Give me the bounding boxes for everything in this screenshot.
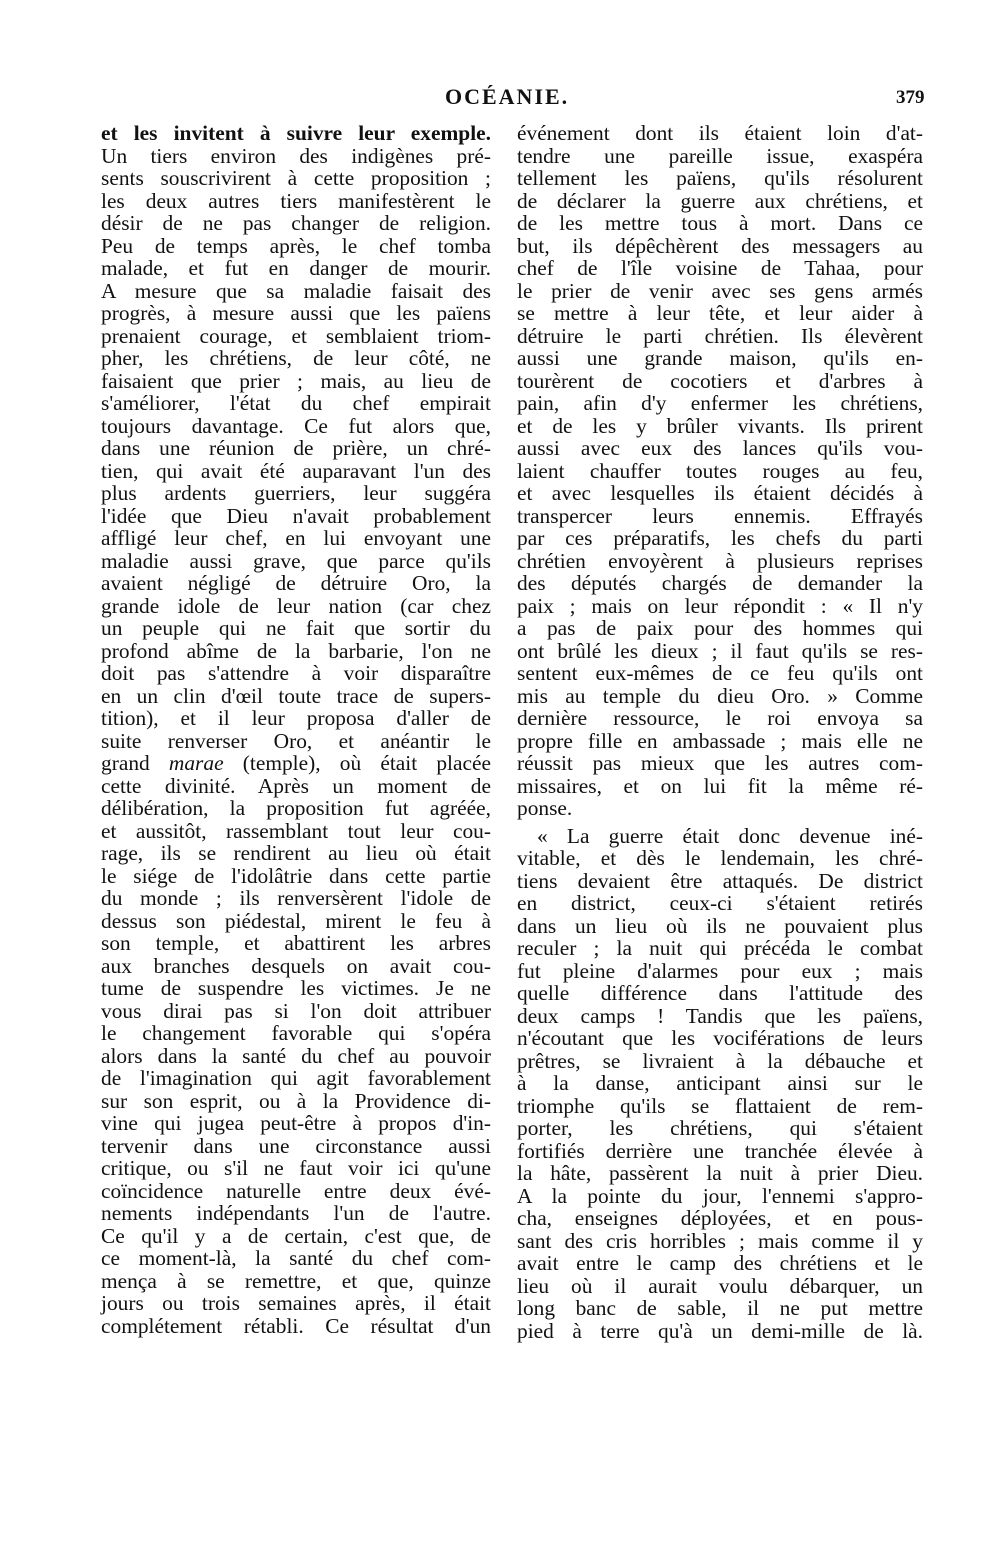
text-line: ont brûlé les dieux ; il faut qu'ils se res- (517, 638, 923, 663)
text-line: réussit pas mieux que les autres com- (517, 751, 923, 775)
text-line: coïncidence naturelle entre deux évé- (101, 1178, 491, 1203)
text-line: dernière ressource, le roi envoya sa (517, 706, 923, 730)
text-line: le prier de venir avec ses gens armés (517, 278, 923, 303)
text-line: paix ; mais on leur répondit : « Il n'y (517, 593, 923, 618)
text-line: triomphe qu'ils se flattaient de rem- (517, 1093, 923, 1118)
text-line: grande idole de leur nation (car chez (101, 593, 491, 618)
text-line: missaires, et on lui fit la même ré- (517, 773, 923, 798)
text-line: tition), et il leur proposa d'aller de (101, 706, 491, 730)
text-line: cha, enseignes déployées, et en pous- (517, 1206, 923, 1230)
text-line: tellement les païens, qu'ils résolurent (517, 166, 923, 190)
text-line: Un tiers environ des indigènes pré- (101, 143, 491, 168)
text-line: en district, ceux-ci s'étaient retirés (517, 891, 923, 915)
text-line: de déclarer la guerre aux chrétiens, et (517, 188, 923, 213)
paragraph (517, 825, 923, 1343)
text-line: affligé leur chef, en lui envoyant une (101, 526, 491, 550)
text-line: prêtres, se livraient à la débauche et (517, 1048, 923, 1073)
text-line: long banc de sable, il ne put mettre (517, 1296, 923, 1320)
text-line: chef de l'île voisine de Tahaa, pour (517, 256, 923, 280)
text-line: plus ardents guerriers, leur suggéra (101, 481, 491, 505)
text-line: transpercer leurs ennemis. Effrayés (517, 503, 923, 528)
text-line: en un clin d'œil toute trace de supers- (101, 683, 491, 708)
text-line: ponse. (517, 796, 573, 820)
text-line: se mettre à leur tête, et leur aider à (517, 301, 923, 325)
text-line: tendre une pareille issue, exaspéra (517, 143, 923, 168)
text-line: deux camps ! Tandis que les païens, (517, 1003, 923, 1028)
text-line: reculer ; la nuit qui précéda le combat (517, 936, 923, 960)
text-line: tiens devaient être attaqués. De district (517, 868, 923, 893)
text-line: ce moment-là, la santé du chef com- (101, 1246, 491, 1270)
text-line: et les invitent à suivre leur exemple. (101, 121, 491, 145)
text-line: à la danse, anticipant ainsi sur le (517, 1071, 923, 1095)
text-line: vitable, et dès le lendemain, les chré- (517, 846, 923, 870)
text-line: l'idée que Dieu n'avait probablement (101, 503, 491, 528)
text-line-marae (101, 752, 491, 775)
text-line: mença à se remettre, et que, quinze (101, 1268, 491, 1293)
text-line: dessus son piédestal, mirent le feu à (101, 908, 491, 933)
text-line: détruire le parti chrétien. Ils élevèrent (517, 323, 923, 348)
text-line: maladie aussi grave, que parce qu'ils (101, 548, 491, 573)
text-line: avaient négligé de détruire Oro, la (101, 571, 491, 595)
right-column (517, 122, 923, 1342)
text-line: la hâte, passèrent la nuit à prier Dieu. (517, 1161, 923, 1185)
text-line: pher, les chrétiens, de leur côté, ne (101, 346, 491, 370)
text-line: profond abîme de la barbarie, l'on ne (101, 638, 491, 663)
text-line: événement dont ils étaient loin d'at- (517, 121, 923, 145)
text-line: lieu où il aurait voulu débarquer, un (517, 1273, 923, 1298)
text-line: chrétien envoyèrent à plusieurs reprises (517, 548, 923, 573)
running-head (0, 84, 1000, 114)
text-line: tume de suspendre les victimes. Je ne (101, 976, 491, 1000)
text-line: sents souscrivirent à cette proposition ; (101, 166, 491, 190)
text-line: nements indépendants l'un de l'autre. (101, 1201, 491, 1225)
text-line: faisaient que prier ; mais, au lieu de (101, 368, 491, 393)
text-line: et de les y brûler vivants. Ils prirent (517, 413, 923, 438)
text-line: de l'imagination qui agit favorablement (101, 1066, 491, 1090)
text-line: critique, ou s'il ne faut voir ici qu'une (101, 1156, 491, 1180)
text-line: cette divinité. Après un moment de (101, 773, 491, 798)
text-line: suite renverser Oro, et anéantir le (101, 728, 491, 753)
italic-term-marae: marae (168, 751, 224, 775)
text-line: alors dans la santé du chef au pouvoir (101, 1043, 491, 1068)
text-line: dans un lieu où ils ne pouvaient plus (517, 913, 923, 938)
running-title: OCÉANIE. (445, 84, 570, 109)
text-line: tien, qui avait été auparavant l'un des (101, 458, 491, 483)
text-line: un peuple qui ne fait que sortir du (101, 616, 491, 640)
text-line: tervenir dans une circonstance aussi (101, 1133, 491, 1158)
text-line: et avec lesquelles ils étaient décidés à (517, 481, 923, 505)
text-line: de les mettre tous à mort. Dans ce (517, 211, 923, 235)
text-line: aux branches desquels on avait cou- (101, 953, 491, 978)
text-line: Peu de temps après, le chef tomba (101, 233, 491, 258)
text-line: des députés chargés de demander la (517, 571, 923, 595)
text-line: toujours davantage. Ce fut alors que, (101, 413, 491, 438)
text-line: fortifiés derrière une tranchée élevée à (517, 1138, 923, 1163)
text-line: n'écoutant que les vociférations de leurs (517, 1026, 923, 1050)
text-line: le siége de l'idolâtrie dans cette partie (101, 863, 491, 888)
text-line: fut pleine d'alarmes pour eux ; mais (517, 958, 923, 983)
text-line: délibération, la proposition fut agréée, (101, 796, 491, 820)
text-line: pied à terre qu'à un demi-mille de là. (517, 1318, 923, 1343)
text-line: complétement rétabli. Ce résultat d'un (101, 1313, 491, 1338)
text-line: vous dirai pas si l'on doit attribuer (101, 998, 491, 1023)
paragraph (517, 122, 923, 820)
text-line: quelle différence dans l'attitude des (517, 981, 923, 1005)
text-line: progrès, à mesure aussi que les païens (101, 301, 491, 325)
text-line: les deux autres tiers manifestèrent le (101, 188, 491, 213)
text-line: sant des cris horribles ; mais comme il y (517, 1228, 923, 1253)
text-line: propre fille en ambassade ; mais elle ne (517, 728, 923, 753)
text-line: désir de ne pas changer de religion. (101, 211, 491, 235)
text-fragment: (temple), où était placée (223, 751, 491, 775)
text-line: prenaient courage, et semblaient triom- (101, 323, 491, 348)
text-line: tourèrent de cocotiers et d'arbres à (517, 368, 923, 393)
text-line: laient chauffer toutes rouges au feu, (517, 458, 923, 483)
text-line: aussi une grande maison, qu'ils en- (517, 346, 923, 370)
text-line: par ces préparatifs, les chefs du parti (517, 526, 923, 550)
text-line: dans une réunion de prière, un chré- (101, 436, 491, 460)
text-line: mis au temple du dieu Oro. » Comme (517, 683, 923, 708)
text-line: vine qui jugea peut-être à propos d'in- (101, 1111, 491, 1135)
text-line: aussi avec eux des lances qu'ils vou- (517, 436, 923, 460)
text-line: A la pointe du jour, l'ennemi s'appro- (517, 1183, 923, 1208)
text-line: le changement favorable qui s'opéra (101, 1021, 491, 1045)
text-line: et aussitôt, rassemblant tout leur cou- (101, 818, 491, 843)
text-line: avait entre le camp des chrétiens et le (517, 1251, 923, 1275)
text-line: Ce qu'il y a de certain, c'est que, de (101, 1223, 491, 1248)
text-line: porter, les chrétiens, qui s'étaient (517, 1116, 923, 1140)
left-column (101, 122, 491, 1337)
text-line: a pas de paix pour des hommes qui (517, 616, 923, 640)
text-line: doit pas s'attendre à voir disparaître (101, 661, 491, 685)
text-line: A mesure que sa maladie faisait des (101, 278, 491, 303)
page-number: 379 (896, 87, 925, 108)
text-line: jours ou trois semaines après, il était (101, 1291, 491, 1315)
text-line: s'améliorer, l'état du chef empirait (101, 391, 491, 415)
text-fragment: grand (101, 751, 169, 775)
text-line: malade, et fut en danger de mourir. (101, 256, 491, 280)
text-line: son temple, et abattirent les arbres (101, 931, 491, 955)
text-line: pain, afin d'y enfermer les chrétiens, (517, 391, 923, 415)
text-line: rage, ils se rendirent au lieu où était (101, 841, 491, 865)
text-line: « La guerre était donc devenue iné- (537, 823, 923, 848)
text-line: but, ils dépêchèrent des messagers au (517, 233, 923, 258)
text-line: sur son esprit, ou à la Providence di- (101, 1088, 491, 1113)
text-line: sentent eux-mêmes de ce feu qu'ils ont (517, 661, 923, 685)
text-line: du monde ; ils renversèrent l'idole de (101, 886, 491, 910)
